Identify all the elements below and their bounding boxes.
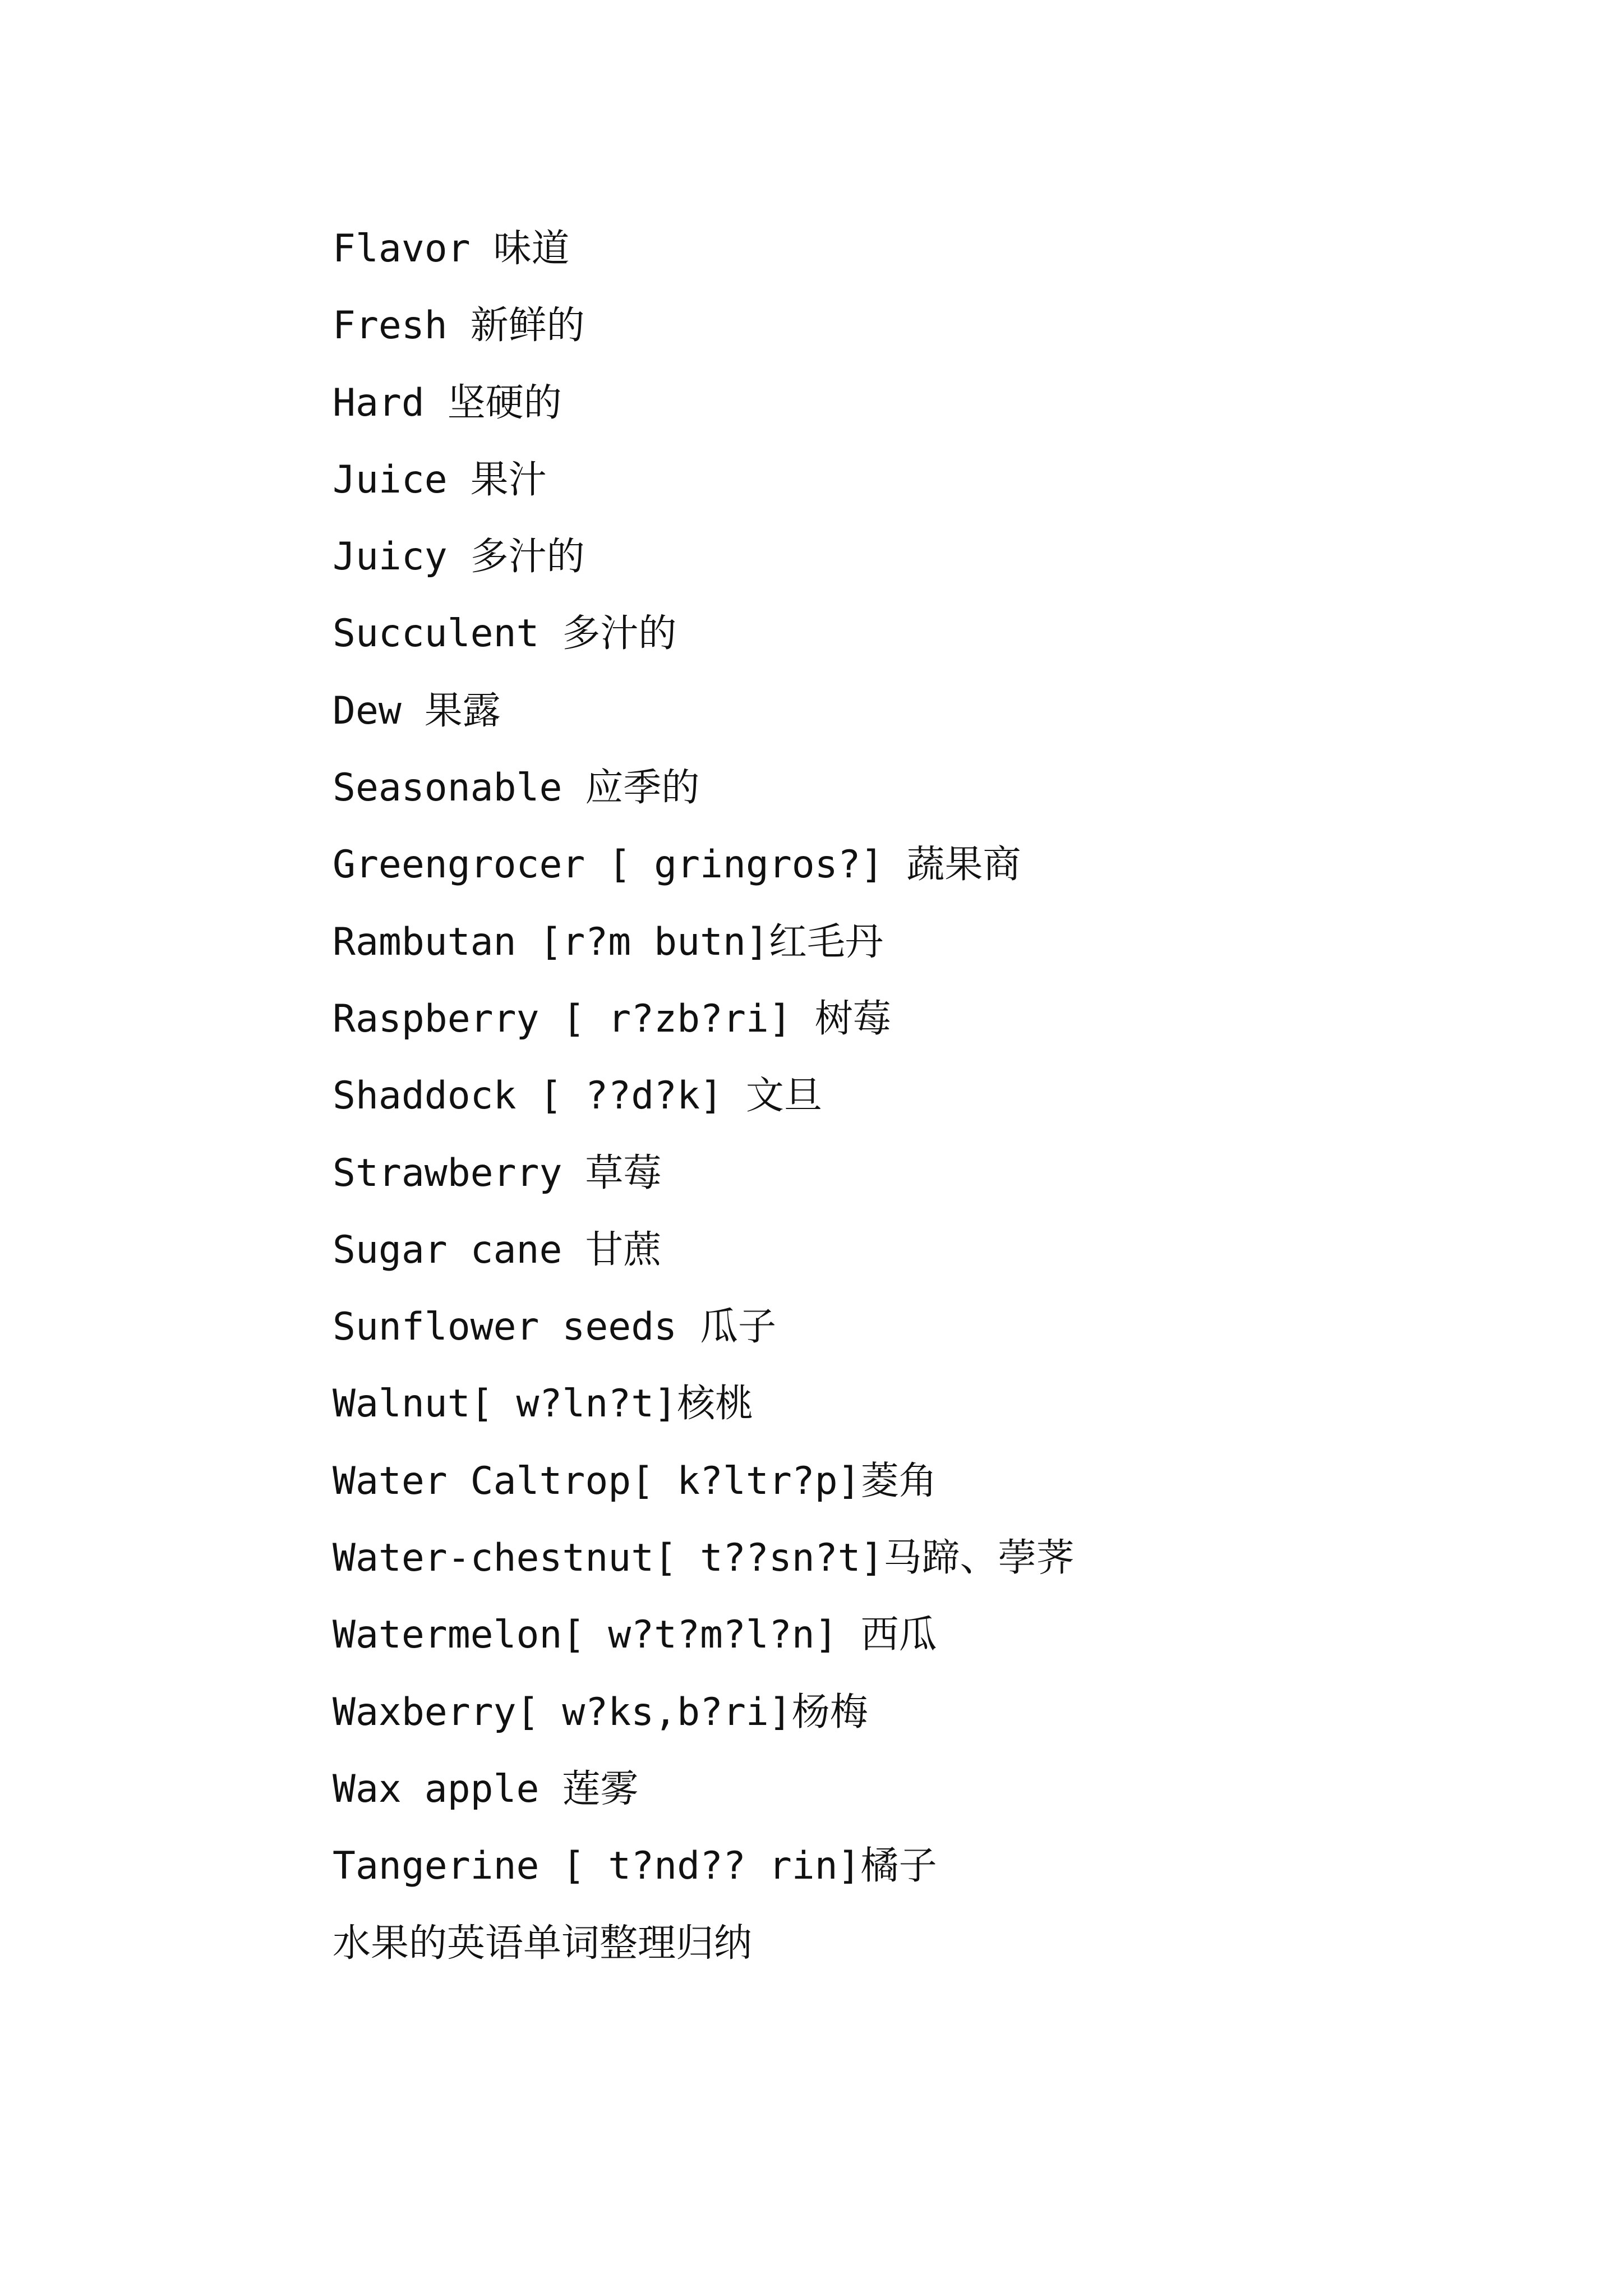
vocab-line: Wax apple 莲雾 <box>333 1766 639 1811</box>
document-title: 水果的英语单词整理归纳 <box>333 1921 753 1966</box>
vocab-line: Juicy 多汁的 <box>333 535 585 579</box>
vocab-line: Greengrocer [ gringros?] 蔬果商 <box>333 843 1021 887</box>
vocab-line: Waxberry[ w?ks,b?ri]杨梅 <box>333 1690 868 1734</box>
vocab-line: Watermelon[ w?t?m?l?n] 西瓜 <box>333 1613 937 1658</box>
vocab-line: Tangerine [ t?nd?? rin]橘子 <box>333 1844 937 1889</box>
vocab-line: Sunflower seeds 瓜子 <box>333 1305 777 1350</box>
vocabulary-list <box>333 210 1075 1982</box>
vocab-line: Shaddock [ ??d?k] 文旦 <box>333 1074 822 1119</box>
vocab-line: Strawberry 草莓 <box>333 1151 662 1195</box>
vocab-line: Walnut[ w?ln?t]核桃 <box>333 1382 754 1427</box>
vocab-line: Flavor 味道 <box>333 227 570 271</box>
vocab-line: Sugar cane 甘蔗 <box>333 1227 662 1272</box>
vocab-line: Fresh 新鲜的 <box>333 303 585 348</box>
vocab-line: Succulent 多汁的 <box>333 611 677 656</box>
vocab-line: Dew 果露 <box>333 688 501 733</box>
vocab-line: Raspberry [ r?zb?ri] 树莓 <box>333 996 891 1041</box>
vocab-line: Seasonable 应季的 <box>333 766 700 811</box>
vocab-line: Juice 果汁 <box>333 457 547 502</box>
vocab-line: Water Caltrop[ k?ltr?p]菱角 <box>333 1458 937 1503</box>
vocab-line: Water-chestnut[ t??sn?t]马蹄、荸荠 <box>333 1536 1075 1581</box>
vocab-line: Hard 坚硬的 <box>333 380 562 425</box>
vocab-line: Rambutan [r?m butn]红毛丹 <box>333 919 883 964</box>
